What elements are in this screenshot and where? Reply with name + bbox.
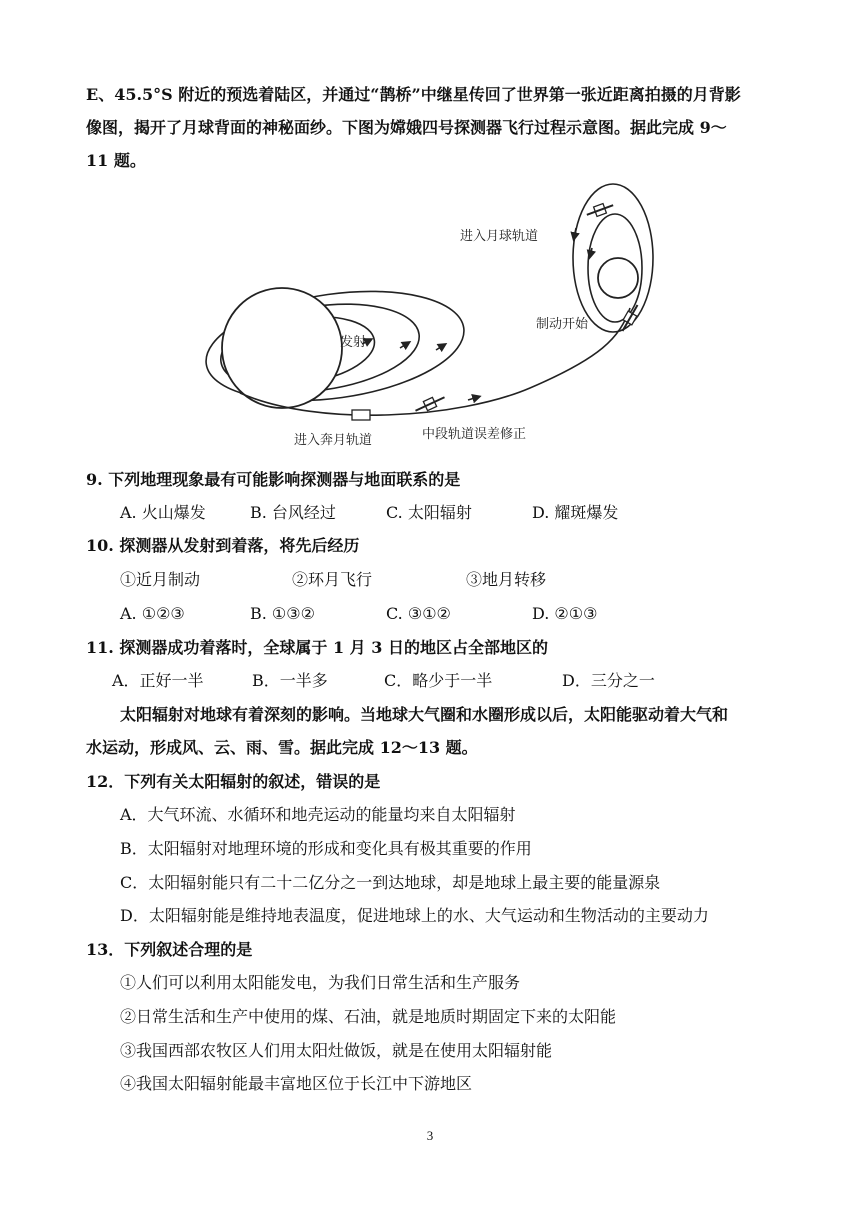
passage2-line-2: 水运动，形成风、云、雨、雪。据此完成 12～13 题。	[86, 738, 478, 757]
q13-item-1: ①人们可以利用太阳能发电，为我们日常生活和生产服务	[120, 973, 521, 992]
orbit-arrow-3	[436, 345, 444, 350]
q9-options	[120, 502, 720, 524]
q10-option-b: B. ①③②	[250, 604, 315, 623]
q12-option-d: D．太阳辐射能是维持地表温度，促进地球上的水、大气运动和生物活动的主要动力	[120, 906, 709, 925]
q9-option-c: C. 太阳辐射	[386, 503, 472, 522]
probe-transfer-icon	[352, 410, 370, 420]
page-number: 3	[426, 1128, 434, 1143]
q12-stem: 12．下列有关太阳辐射的叙述，错误的是	[86, 772, 381, 791]
q13-item-4: ④我国太阳辐射能最丰富地区位于长江中下游地区	[120, 1074, 473, 1093]
label-brake-start: 制动开始	[536, 317, 589, 332]
q12-option-a: A．大气环流、水循环和地壳运动的能量均来自太阳辐射	[120, 805, 516, 824]
label-midcourse: 中段轨道误差修正	[422, 427, 527, 442]
label-transfer-orbit: 进入奔月轨道	[294, 433, 373, 448]
q12-option-b: B．太阳辐射对地理环境的形成和变化具有极其重要的作用	[120, 839, 532, 858]
moon	[598, 258, 638, 298]
q11-stem: 11. 探测器成功着落时，全球属于 1 月 3 日的地区占全部地区的	[86, 638, 548, 657]
q11-options	[112, 670, 732, 692]
q9-option-b: B. 台风经过	[250, 503, 336, 522]
q9-option-a: A. 火山爆发	[120, 503, 206, 522]
moon-orbit-arrow	[574, 228, 576, 238]
q13-stem: 13．下列叙述合理的是	[86, 940, 253, 959]
q9-option-d: D. 耀斑爆发	[532, 503, 619, 522]
transfer-arrow	[468, 397, 478, 400]
passage2-line-1: 太阳辐射对地球有着深刻的影响。当地球大气圈和水圈形成以后，太阳能驱动着大气和	[120, 705, 729, 724]
q10-stem: 10. 探测器从发射到着落，将先后经历	[86, 536, 360, 555]
label-lunar-orbit: 进入月球轨道	[460, 229, 539, 244]
probe-lunar-orbit-icon	[585, 201, 615, 220]
q10-options	[120, 603, 720, 625]
earth	[222, 288, 342, 408]
q11-option-c: C．略少于一半	[384, 671, 493, 690]
orbit-arrow-2	[400, 343, 408, 348]
q13-item-3: ③我国西部农牧区人们用太阳灶做饭，就是在使用太阳辐射能	[120, 1041, 553, 1060]
intro-line-2: 像图，揭开了月球背面的神秘面纱。下图为嫦娥四号探测器飞行过程示意图。据此完成 9～	[86, 118, 727, 137]
probe-brake-icon	[618, 303, 642, 334]
q10-option-d: D. ②①③	[532, 604, 598, 623]
q11-option-d: D．三分之一	[562, 671, 655, 690]
q10-item-2: ②环月飞行	[292, 570, 373, 589]
intro-line-3: 11 题。	[86, 151, 146, 170]
q11-option-a: A．正好一半	[112, 671, 204, 690]
q10-option-c: C. ③①②	[386, 604, 451, 623]
label-launch: 发射	[340, 335, 367, 350]
q10-items	[120, 569, 720, 591]
q10-option-a: A. ①②③	[120, 604, 185, 623]
intro-line-1: E、45.5°S 附近的预选着陆区，并通过“鹊桥”中继星传回了世界第一张近距离拍摄的月背影	[86, 85, 741, 104]
q10-item-1: ①近月制动	[120, 570, 201, 589]
q9-stem: 9. 下列地理现象最有可能影响探测器与地面联系的是	[86, 470, 461, 489]
q11-option-b: B．一半多	[252, 671, 328, 690]
q12-option-c: C．太阳辐射能只有二十二亿分之一到达地球，却是地球上最主要的能量源泉	[120, 873, 661, 892]
probe-flight-diagram	[200, 178, 660, 453]
q10-item-3: ③地月转移	[466, 570, 547, 589]
q13-item-2: ②日常生活和生产中使用的煤、石油，就是地质时期固定下来的太阳能	[120, 1007, 617, 1026]
